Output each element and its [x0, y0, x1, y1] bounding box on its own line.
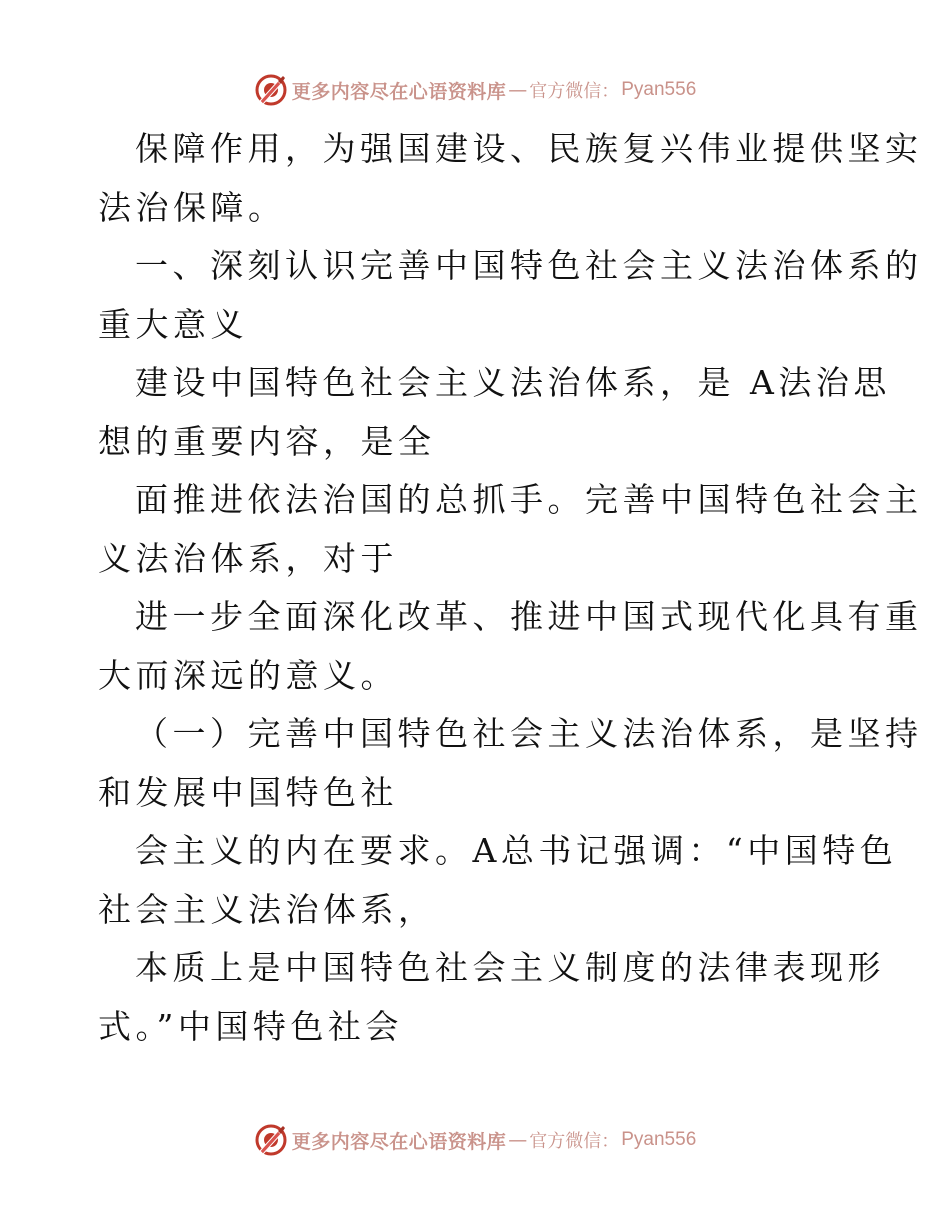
watermark-dash: — — [508, 79, 528, 101]
text-line: 大而深远的意义。 — [98, 655, 398, 695]
watermark-weixin-id: Pyan556 — [621, 1129, 697, 1150]
watermark-weixin-id: Pyan556 — [621, 79, 697, 100]
watermark-weixin-label: 官方微信： — [529, 1131, 620, 1152]
watermark-weixin-label: 官方微信： — [529, 81, 620, 102]
text-line: 面推进依法治国的总抓手。完善中国特色社会主 — [135, 480, 923, 519]
text-line: 式。”中国特色社会 — [98, 1006, 403, 1046]
text-line: 会主义的内在要求。A总书记强调：“中国特色 — [135, 831, 898, 870]
text-line: 进一步全面深化改革、推进中国式现代化具有重 — [135, 597, 923, 636]
quill-logo-icon — [254, 1123, 288, 1157]
section-heading-line: 重大意义 — [98, 304, 248, 344]
footer-watermark — [0, 1120, 950, 1160]
watermark-dash: — — [508, 1129, 528, 1151]
watermark-text: 更多内容尽在心语资料库 — [291, 80, 507, 103]
text-line: 法治保障。 — [98, 187, 286, 227]
text-line: 义法治体系，对于 — [98, 538, 398, 578]
document-body — [98, 120, 923, 1056]
text-line: 保障作用，为强国建设、民族复兴伟业提供坚实 — [135, 129, 923, 168]
header-watermark — [0, 70, 950, 110]
text-line: 本质上是中国特色社会主义制度的法律表现形 — [135, 948, 885, 987]
quill-logo-icon — [254, 73, 288, 107]
text-line: 想的重要内容，是全 — [98, 421, 436, 461]
section-heading-line: 一、深刻认识完善中国特色社会主义法治体系的 — [135, 246, 923, 285]
text-line: 建设中国特色社会主义法治体系，是 A法治思 — [135, 363, 891, 402]
subsection-heading-line: 和发展中国特色社 — [98, 772, 398, 812]
watermark-text: 更多内容尽在心语资料库 — [291, 1130, 507, 1153]
subsection-heading-line: （一）完善中国特色社会主义法治体系，是坚持 — [135, 714, 923, 753]
text-line: 社会主义法治体系， — [98, 889, 436, 929]
